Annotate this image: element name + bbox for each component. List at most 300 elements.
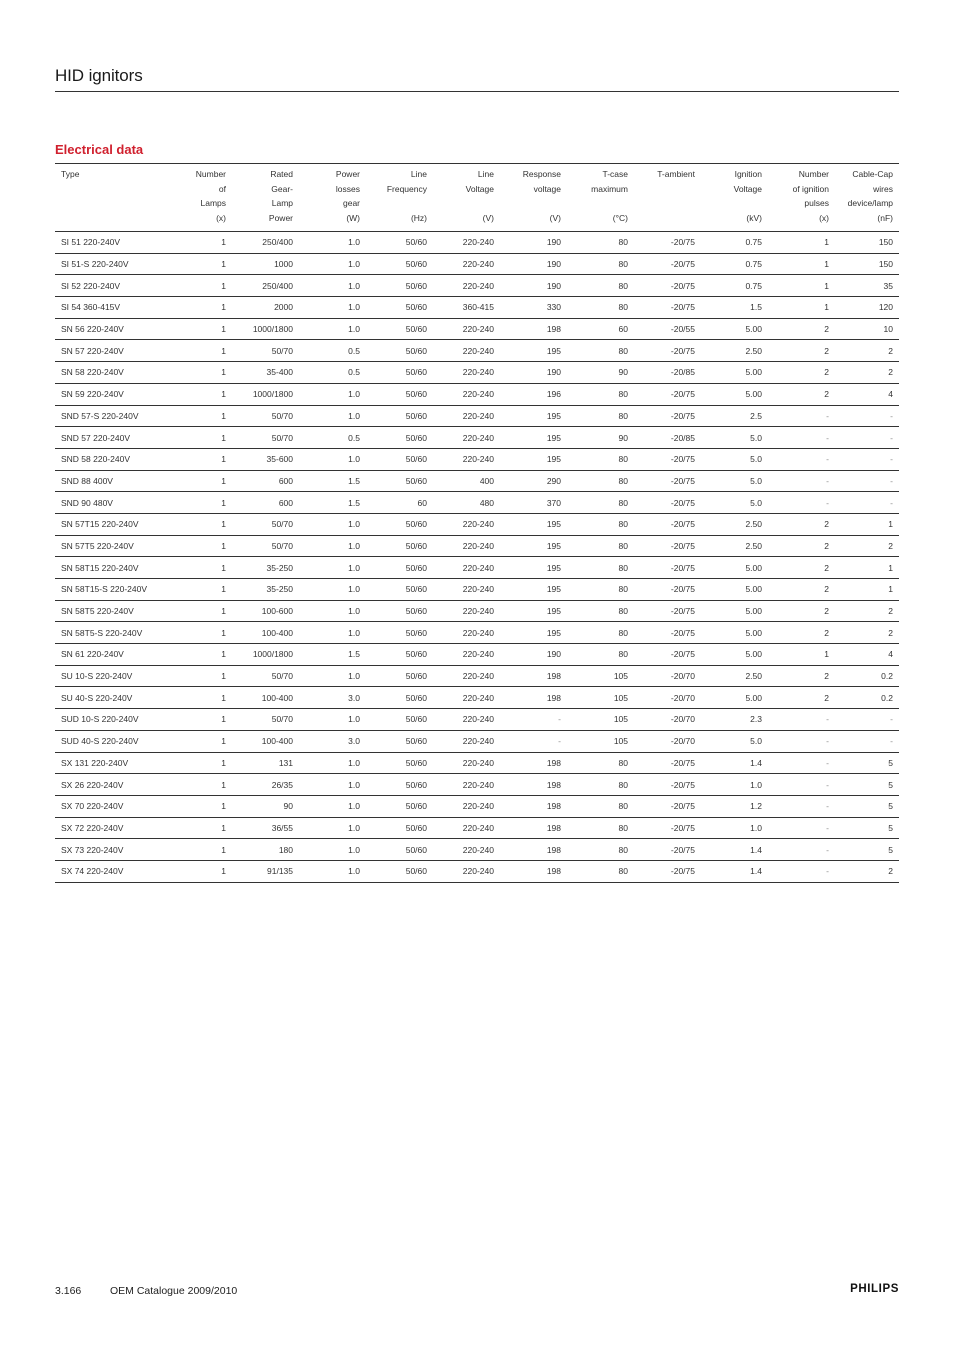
table-cell-cable: 150	[835, 232, 899, 254]
table-cell-power: 50/70	[232, 340, 299, 362]
table-cell-cable: 2	[835, 362, 899, 384]
column-header-line: Lamp	[271, 198, 293, 208]
column-header-line: Lamps	[200, 198, 226, 208]
table-cell-voltage: 220-240	[433, 752, 500, 774]
table-cell-response: 190	[500, 362, 567, 384]
table-cell-cable: 120	[835, 297, 899, 319]
table-cell-losses: 1.0	[299, 557, 366, 579]
table-cell-lamps: 1	[175, 579, 232, 601]
table-cell-ignition: 1.5	[701, 297, 768, 319]
table-cell-freq: 50/60	[366, 535, 433, 557]
table-cell-losses: 0.5	[299, 427, 366, 449]
table-cell-pulses: -	[768, 860, 835, 882]
title-divider	[55, 91, 899, 92]
table-row	[55, 644, 899, 666]
table-cell-tamb: -20/75	[634, 470, 701, 492]
table-cell-ignition: 5.0	[701, 427, 768, 449]
table-cell-tcase: 80	[567, 795, 634, 817]
table-cell-power: 35-250	[232, 579, 299, 601]
table-cell-lamps: 1	[175, 535, 232, 557]
table-cell-voltage: 220-240	[433, 622, 500, 644]
table-row	[55, 232, 899, 254]
table-row	[55, 513, 899, 535]
table-cell-freq: 50/60	[366, 297, 433, 319]
table-cell-power: 180	[232, 839, 299, 861]
table-cell-type: SX 70 220-240V	[55, 795, 175, 817]
table-cell-freq: 50/60	[366, 730, 433, 752]
table-cell-power: 1000/1800	[232, 318, 299, 340]
table-cell-freq: 60	[366, 492, 433, 514]
table-cell-tamb: -20/75	[634, 579, 701, 601]
table-row	[55, 448, 899, 470]
table-cell-ignition: 5.0	[701, 730, 768, 752]
table-cell-response: 190	[500, 275, 567, 297]
table-cell-power: 2000	[232, 297, 299, 319]
column-header-line: (V)	[549, 212, 561, 223]
table-cell-power: 600	[232, 470, 299, 492]
table-cell-cable: 5	[835, 817, 899, 839]
table-cell-type: SN 59 220-240V	[55, 383, 175, 405]
table-cell-tcase: 80	[567, 535, 634, 557]
column-header-line	[640, 182, 695, 197]
table-cell-tcase: 90	[567, 362, 634, 384]
table-cell-freq: 50/60	[366, 600, 433, 622]
table-cell-response: 190	[500, 253, 567, 275]
column-header-line: pulses	[804, 198, 829, 208]
table-cell-type: SN 58T5-S 220-240V	[55, 622, 175, 644]
table-cell-ignition: 5.00	[701, 362, 768, 384]
electrical-data-table-container	[55, 163, 899, 883]
table-cell-freq: 50/60	[366, 817, 433, 839]
table-cell-type: SX 26 220-240V	[55, 774, 175, 796]
table-cell-response: 198	[500, 860, 567, 882]
table-cell-cable: -	[835, 709, 899, 731]
table-cell-type: SND 58 220-240V	[55, 448, 175, 470]
table-cell-pulses: 1	[768, 232, 835, 254]
table-cell-pulses: -	[768, 470, 835, 492]
table-cell-response: -	[500, 709, 567, 731]
column-header-line: of ignition	[792, 183, 829, 194]
table-cell-lamps: 1	[175, 297, 232, 319]
table-cell-tcase: 105	[567, 687, 634, 709]
column-header-line: Response	[522, 169, 561, 179]
column-header-line: device/lamp	[847, 198, 893, 208]
table-cell-freq: 50/60	[366, 644, 433, 666]
table-cell-freq: 50/60	[366, 860, 433, 882]
table-cell-cable: -	[835, 470, 899, 492]
table-cell-voltage: 220-240	[433, 557, 500, 579]
column-header-line: Ignition	[734, 169, 762, 179]
table-cell-tamb: -20/75	[634, 232, 701, 254]
table-cell-tcase: 80	[567, 557, 634, 579]
table-cell-response: 198	[500, 839, 567, 861]
table-cell-lamps: 1	[175, 383, 232, 405]
table-cell-tcase: 80	[567, 644, 634, 666]
table-cell-cable: 5	[835, 774, 899, 796]
table-cell-lamps: 1	[175, 752, 232, 774]
table-cell-power: 91/135	[232, 860, 299, 882]
table-cell-tcase: 80	[567, 340, 634, 362]
table-cell-losses: 1.0	[299, 405, 366, 427]
column-header-line: Gear-	[271, 183, 293, 194]
table-cell-power: 35-600	[232, 448, 299, 470]
table-cell-type: SND 57 220-240V	[55, 427, 175, 449]
table-cell-tamb: -20/75	[634, 535, 701, 557]
column-header-line	[573, 196, 628, 211]
table-cell-lamps: 1	[175, 470, 232, 492]
table-cell-response: 198	[500, 817, 567, 839]
table-cell-voltage: 220-240	[433, 448, 500, 470]
table-cell-type: SI 51 220-240V	[55, 232, 175, 254]
table-cell-losses: 1.5	[299, 470, 366, 492]
page-title: HID ignitors	[55, 66, 143, 85]
table-cell-power: 1000	[232, 253, 299, 275]
table-cell-power: 1000/1800	[232, 644, 299, 666]
table-cell-cable: 1	[835, 513, 899, 535]
table-row	[55, 730, 899, 752]
column-header-line: Power	[335, 169, 360, 179]
column-header-line: Number	[798, 169, 829, 179]
table-cell-cable: 2	[835, 600, 899, 622]
table-cell-type: SN 61 220-240V	[55, 644, 175, 666]
column-header-line	[506, 196, 561, 211]
column-header-line: of	[218, 183, 226, 194]
table-cell-power: 100-400	[232, 687, 299, 709]
table-cell-losses: 1.0	[299, 535, 366, 557]
column-header-line: Type	[61, 169, 80, 179]
table-cell-tcase: 80	[567, 752, 634, 774]
table-cell-tamb: -20/75	[634, 774, 701, 796]
table-cell-type: SND 88 400V	[55, 470, 175, 492]
table-cell-cable: 0.2	[835, 687, 899, 709]
table-cell-freq: 50/60	[366, 318, 433, 340]
table-cell-voltage: 220-240	[433, 644, 500, 666]
column-header-line: Rated	[270, 169, 293, 179]
table-cell-type: SN 56 220-240V	[55, 318, 175, 340]
table-cell-losses: 3.0	[299, 687, 366, 709]
table-cell-response: 195	[500, 448, 567, 470]
table-cell-tcase: 80	[567, 448, 634, 470]
table-cell-pulses: -	[768, 405, 835, 427]
table-cell-pulses: -	[768, 752, 835, 774]
table-cell-losses: 1.0	[299, 253, 366, 275]
table-row	[55, 340, 899, 362]
table-cell-lamps: 1	[175, 513, 232, 535]
table-cell-tcase: 80	[567, 297, 634, 319]
table-row	[55, 427, 899, 449]
table-cell-losses: 1.0	[299, 774, 366, 796]
column-header-line: (V)	[482, 212, 494, 223]
table-cell-lamps: 1	[175, 275, 232, 297]
table-cell-type: SUD 10-S 220-240V	[55, 709, 175, 731]
table-cell-voltage: 220-240	[433, 795, 500, 817]
table-cell-lamps: 1	[175, 795, 232, 817]
table-cell-freq: 50/60	[366, 253, 433, 275]
table-cell-freq: 50/60	[366, 774, 433, 796]
table-cell-power: 90	[232, 795, 299, 817]
table-cell-voltage: 220-240	[433, 687, 500, 709]
table-cell-pulses: -	[768, 774, 835, 796]
table-cell-voltage: 220-240	[433, 860, 500, 882]
table-cell-lamps: 1	[175, 492, 232, 514]
table-cell-ignition: 2.5	[701, 405, 768, 427]
table-cell-cable: 1	[835, 579, 899, 601]
table-cell-response: 195	[500, 427, 567, 449]
table-cell-freq: 50/60	[366, 513, 433, 535]
table-cell-cable: -	[835, 427, 899, 449]
column-header-line: (x)	[819, 212, 829, 223]
table-row	[55, 622, 899, 644]
table-cell-voltage: 220-240	[433, 405, 500, 427]
table-cell-pulses: 2	[768, 557, 835, 579]
table-cell-cable: 2	[835, 622, 899, 644]
table-cell-tcase: 80	[567, 470, 634, 492]
table-cell-losses: 1.0	[299, 709, 366, 731]
table-cell-cable: 2	[835, 860, 899, 882]
table-cell-voltage: 220-240	[433, 665, 500, 687]
column-header-line: T-ambient	[657, 169, 695, 179]
table-cell-pulses: 2	[768, 318, 835, 340]
table-cell-pulses: -	[768, 730, 835, 752]
table-cell-lamps: 1	[175, 448, 232, 470]
table-cell-cable: 35	[835, 275, 899, 297]
table-cell-voltage: 220-240	[433, 579, 500, 601]
column-header-line: T-case	[602, 169, 628, 179]
table-cell-pulses: -	[768, 492, 835, 514]
table-cell-type: SN 58T15-S 220-240V	[55, 579, 175, 601]
table-cell-type: SUD 40-S 220-240V	[55, 730, 175, 752]
table-cell-type: SI 52 220-240V	[55, 275, 175, 297]
table-cell-voltage: 480	[433, 492, 500, 514]
table-cell-pulses: 2	[768, 535, 835, 557]
table-cell-ignition: 5.0	[701, 492, 768, 514]
table-cell-response: 198	[500, 318, 567, 340]
table-cell-tcase: 80	[567, 622, 634, 644]
table-cell-pulses: 1	[768, 644, 835, 666]
table-cell-tamb: -20/75	[634, 405, 701, 427]
table-cell-pulses: 1	[768, 275, 835, 297]
table-cell-tcase: 90	[567, 427, 634, 449]
column-header-line	[439, 196, 494, 211]
table-cell-cable: 150	[835, 253, 899, 275]
table-cell-ignition: 5.00	[701, 579, 768, 601]
table-cell-response: 198	[500, 795, 567, 817]
table-cell-freq: 50/60	[366, 470, 433, 492]
column-header-line: wires	[873, 183, 893, 194]
table-cell-tcase: 105	[567, 709, 634, 731]
table-cell-lamps: 1	[175, 253, 232, 275]
table-cell-response: 195	[500, 535, 567, 557]
column-header-line: (W)	[346, 212, 360, 223]
table-cell-freq: 50/60	[366, 752, 433, 774]
table-cell-type: SU 10-S 220-240V	[55, 665, 175, 687]
table-cell-pulses: 2	[768, 622, 835, 644]
table-cell-losses: 1.5	[299, 644, 366, 666]
table-cell-tamb: -20/75	[634, 275, 701, 297]
table-cell-ignition: 0.75	[701, 275, 768, 297]
table-cell-tamb: -20/75	[634, 839, 701, 861]
table-cell-power: 35-400	[232, 362, 299, 384]
table-cell-pulses: 2	[768, 383, 835, 405]
table-row	[55, 817, 899, 839]
table-cell-pulses: 2	[768, 513, 835, 535]
table-cell-cable: 4	[835, 644, 899, 666]
table-cell-ignition: 5.0	[701, 470, 768, 492]
table-cell-losses: 1.0	[299, 232, 366, 254]
table-row	[55, 383, 899, 405]
table-cell-voltage: 360-415	[433, 297, 500, 319]
table-cell-cable: -	[835, 405, 899, 427]
table-row	[55, 253, 899, 275]
table-cell-response: 290	[500, 470, 567, 492]
table-cell-voltage: 220-240	[433, 383, 500, 405]
table-cell-response: 195	[500, 579, 567, 601]
table-cell-tcase: 80	[567, 513, 634, 535]
column-header-losses	[299, 164, 366, 232]
table-cell-tcase: 60	[567, 318, 634, 340]
table-cell-response: 195	[500, 557, 567, 579]
table-cell-tcase: 80	[567, 860, 634, 882]
table-cell-type: SX 131 220-240V	[55, 752, 175, 774]
table-cell-ignition: 1.4	[701, 839, 768, 861]
table-cell-lamps: 1	[175, 340, 232, 362]
table-cell-voltage: 220-240	[433, 427, 500, 449]
table-cell-ignition: 2.50	[701, 665, 768, 687]
table-cell-type: SI 54 360-415V	[55, 297, 175, 319]
table-cell-pulses: -	[768, 839, 835, 861]
table-cell-tcase: 80	[567, 232, 634, 254]
column-header-line: (nF)	[877, 212, 893, 223]
column-header-line: maximum	[591, 183, 628, 194]
column-header-line: Line	[410, 169, 427, 179]
column-header-line: (x)	[216, 212, 226, 223]
table-cell-power: 600	[232, 492, 299, 514]
table-cell-cable: -	[835, 730, 899, 752]
table-cell-type: SX 72 220-240V	[55, 817, 175, 839]
column-header-line: Voltage	[465, 183, 494, 194]
table-cell-ignition: 1.4	[701, 860, 768, 882]
table-cell-tamb: -20/75	[634, 340, 701, 362]
table-cell-type: SN 57T5 220-240V	[55, 535, 175, 557]
table-cell-power: 50/70	[232, 709, 299, 731]
table-cell-response: 195	[500, 405, 567, 427]
column-header-cable	[835, 164, 899, 232]
table-row	[55, 839, 899, 861]
table-cell-tamb: -20/75	[634, 557, 701, 579]
table-cell-tamb: -20/75	[634, 492, 701, 514]
table-cell-voltage: 220-240	[433, 709, 500, 731]
table-cell-response: 195	[500, 513, 567, 535]
table-cell-losses: 1.0	[299, 579, 366, 601]
table-cell-tcase: 80	[567, 774, 634, 796]
table-cell-cable: 5	[835, 752, 899, 774]
table-cell-voltage: 220-240	[433, 253, 500, 275]
table-cell-response: 190	[500, 232, 567, 254]
table-cell-lamps: 1	[175, 557, 232, 579]
table-cell-pulses: -	[768, 709, 835, 731]
table-cell-power: 26/35	[232, 774, 299, 796]
philips-logo: PHILIPS	[850, 1283, 899, 1295]
table-cell-response: 330	[500, 297, 567, 319]
table-cell-losses: 1.0	[299, 839, 366, 861]
table-cell-response: 196	[500, 383, 567, 405]
table-row	[55, 557, 899, 579]
table-cell-type: SU 40-S 220-240V	[55, 687, 175, 709]
table-cell-losses: 0.5	[299, 340, 366, 362]
table-cell-tcase: 80	[567, 405, 634, 427]
table-cell-response: 195	[500, 340, 567, 362]
table-cell-tamb: -20/75	[634, 622, 701, 644]
table-cell-cable: 10	[835, 318, 899, 340]
table-cell-freq: 50/60	[366, 622, 433, 644]
table-cell-lamps: 1	[175, 817, 232, 839]
table-cell-power: 100-400	[232, 730, 299, 752]
table-cell-type: SN 58T5 220-240V	[55, 600, 175, 622]
table-cell-pulses: -	[768, 817, 835, 839]
column-header-line: Line	[477, 169, 494, 179]
table-cell-lamps: 1	[175, 362, 232, 384]
table-cell-ignition: 1.4	[701, 752, 768, 774]
table-cell-lamps: 1	[175, 730, 232, 752]
table-cell-type: SX 74 220-240V	[55, 860, 175, 882]
table-cell-tcase: 105	[567, 730, 634, 752]
table-row	[55, 492, 899, 514]
table-cell-voltage: 220-240	[433, 232, 500, 254]
table-cell-freq: 50/60	[366, 795, 433, 817]
table-row	[55, 535, 899, 557]
table-cell-freq: 50/60	[366, 579, 433, 601]
table-cell-ignition: 5.00	[701, 557, 768, 579]
table-cell-tamb: -20/75	[634, 795, 701, 817]
table-cell-tcase: 105	[567, 665, 634, 687]
electrical-data-table	[55, 163, 899, 883]
table-cell-losses: 0.5	[299, 362, 366, 384]
column-header-line	[640, 196, 695, 211]
table-cell-freq: 50/60	[366, 448, 433, 470]
table-row	[55, 470, 899, 492]
column-header-ignition	[701, 164, 768, 232]
table-cell-tcase: 80	[567, 579, 634, 601]
table-cell-cable: 0.2	[835, 665, 899, 687]
table-cell-pulses: 1	[768, 253, 835, 275]
table-cell-power: 250/400	[232, 232, 299, 254]
table-cell-losses: 1.0	[299, 513, 366, 535]
table-cell-response: 195	[500, 622, 567, 644]
table-cell-power: 100-400	[232, 622, 299, 644]
table-cell-response: 198	[500, 665, 567, 687]
table-cell-cable: -	[835, 448, 899, 470]
table-cell-losses: 1.5	[299, 492, 366, 514]
table-cell-power: 36/55	[232, 817, 299, 839]
table-row	[55, 709, 899, 731]
table-cell-pulses: -	[768, 448, 835, 470]
table-cell-power: 50/70	[232, 513, 299, 535]
table-cell-type: SN 58 220-240V	[55, 362, 175, 384]
table-cell-cable: -	[835, 492, 899, 514]
table-cell-freq: 50/60	[366, 687, 433, 709]
table-cell-voltage: 220-240	[433, 535, 500, 557]
table-cell-lamps: 1	[175, 427, 232, 449]
table-cell-ignition: 5.00	[701, 600, 768, 622]
table-cell-tamb: -20/70	[634, 730, 701, 752]
column-header-line: (Hz)	[410, 212, 427, 223]
table-cell-tamb: -20/75	[634, 817, 701, 839]
column-header-line: voltage	[533, 183, 561, 194]
column-header-line: (kV)	[746, 212, 762, 223]
column-header-voltage	[433, 164, 500, 232]
table-cell-losses: 1.0	[299, 600, 366, 622]
table-cell-freq: 50/60	[366, 839, 433, 861]
